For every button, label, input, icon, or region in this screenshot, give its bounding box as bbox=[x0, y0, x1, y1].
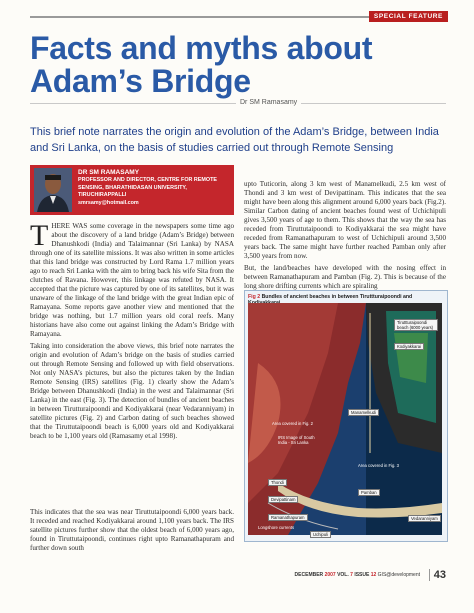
map-label-tiruttturaipoondi: Tiruttturaipoondi beach (6000 years) bbox=[394, 319, 438, 331]
page-footer bbox=[230, 570, 446, 588]
intro-standfirst: This brief note narrates the origin and evolution of the Adam’s Bridge, between India and Sri Lanka, on the basis of studies carried out through Remote Sensing bbox=[30, 126, 439, 154]
map-label-pamban: Pamban bbox=[358, 489, 380, 496]
footer-year: 2007 bbox=[324, 572, 336, 578]
map-note-area-fig3: Area covered in Fig. 3 bbox=[358, 463, 399, 468]
body-right-p2: But, the land/beaches have developed with the nosing effect in between Ramanathapuram and Pamban (Fig. 2). This is because of the long shore drifting currents which are spiraling bbox=[244, 264, 446, 290]
footer-issue: 12 bbox=[370, 572, 377, 578]
author-info bbox=[78, 169, 232, 207]
body-left-column-end bbox=[30, 508, 234, 556]
byline: Dr SM Ramasamy bbox=[236, 99, 301, 106]
body-right-column bbox=[244, 180, 446, 294]
map-label-vedaranniyam: Vedaranniyam bbox=[408, 515, 441, 522]
figure-caption-text: Bundles of ancient beaches in between Tiruttturaipoondi and bbox=[261, 294, 413, 300]
map-note-longshore: Longshore currents bbox=[258, 525, 295, 530]
title-line-2: Adam’s Bridge bbox=[30, 63, 251, 99]
map-note-area-fig2: Area covered in Fig. 2 bbox=[272, 421, 313, 426]
figure-number: Fig 2 bbox=[248, 294, 261, 300]
body-right-p1: upto Tuticorin, along 3 km west of Manamelkudi, 2.5 km west of Thondi and 3 km west of Devipattinam. This indicates that the sea might have been along this alignment around 6,000 years back (Fig.2). Similar Carbon dating of ancient beaches found west of Uchichipuli gives 3,500 years of age to them. This shows that the way the sea has receded from Tiruttutaipoondi to Kodiyakkarai the sea might have receded from Ramanathapuram to west of Uchichipuli around 3,500 years back. The same might have further reached Pamban only after 3,500 years from now. bbox=[244, 180, 446, 260]
footer-vol: 7 bbox=[350, 572, 353, 578]
body-left-column bbox=[30, 219, 234, 444]
footer-issue-label: ISSUE bbox=[354, 572, 370, 578]
title-line-1: Facts and myths about bbox=[30, 30, 373, 66]
map-label-thondi: Thondi bbox=[268, 479, 287, 486]
page-number: 43 bbox=[429, 569, 446, 581]
footer-magazine: GIS@development bbox=[377, 572, 420, 578]
map-label-kodiyakkarai: Kodiyakkarai bbox=[394, 343, 424, 350]
article-title bbox=[30, 32, 450, 98]
footer-vol-label: VOL. bbox=[337, 572, 349, 578]
satellite-map bbox=[248, 303, 442, 535]
footer-month: DECEMBER bbox=[294, 572, 324, 578]
author-role: PROFESSOR AND DIRECTOR, CENTRE FOR REMOTE SENSING, BHARATHIDASAN UNIVERSITY, TIRUCHIRAPPALLI bbox=[78, 177, 217, 199]
body-left-p3: This indicates that the sea was near Tiruttutaipoondi 6,000 years back. It receded and reached Kodiyakkarai around 1,100 years back. The IRS satellite pictures further show that the oldest beach of 6,000 years ago, found in Tiruttutaipoondi, continues right upto Ramanathapuram and further down south bbox=[30, 508, 234, 552]
author-photo bbox=[34, 168, 72, 212]
map-label-uchipuli: Uchipuli bbox=[310, 531, 331, 538]
body-left-p1: HERE WAS some coverage in the newspapers some time ago about the discovery of a land bridge (Adam’s Bridge) between Dhanushkodi (India) and Talaimannar (Sri Lanka) by NASA through one of its satellite missions. It was also written in some articles that this land bridge was constructed by Lord Rama 1.7 million years ago to reach Sri Lanka with the aim to bring back his wife Sita from the clutches of Ravana. However, this linkage was refuted by NASA. It accepted that the picture was captured by one of its satellites, but it was unaware of the linkage of the land bridge with the great Indian epic of Ramayana. Some reports gave another view and mentioned that the bridge was nothing, but 1.7 million years old coral reefs. Many historians have also come out against linking the Adam’s Bridge with Ramayana. bbox=[30, 222, 234, 338]
body-left-p2: Taking into consideration the above views, this brief note narrates the origin and evolution of Adam’s bridge on the basis of studies carried out through Remote Sensing and followed up with field observations. Not only NASA’s pictures, but also the pictures taken by the Indian Remote Sensing (IRS) satellites (Fig. 1) clearly show the Adam’s Bridge between Dhanushkodi (India) in the west and Talaimannar (Sri Lanka) in the east (Fig. 3). The detection of bundles of ancient beaches in between Tirutturaipoondi and Kodiyakkarai (near Vedaranniyam) in satellite pictures (Fig. 2) and Carbon dating of such beaches showed that the Tiruttutaipoondi beach is 6,000 years old and Kodiyakkarai beach to be 1,100 years old (Ramasamy et.al 1998). bbox=[30, 342, 234, 440]
author-email: smrsamy@hotmail.com bbox=[78, 199, 139, 206]
map-label-ramanathapuram: Ramanathapuram bbox=[268, 514, 308, 521]
map-note-irs-image: IRS Image of South India - Sri Lanka bbox=[278, 435, 315, 445]
author-name: DR SM RAMASAMY bbox=[78, 169, 140, 176]
map-label-manamelkudi: Manamelkudi bbox=[348, 409, 379, 416]
dropcap: T bbox=[30, 219, 49, 252]
footer-issue-info bbox=[295, 572, 420, 578]
map-label-devipattinam: Devipattinam bbox=[268, 496, 298, 503]
section-tag: SPECIAL FEATURE bbox=[369, 11, 448, 22]
